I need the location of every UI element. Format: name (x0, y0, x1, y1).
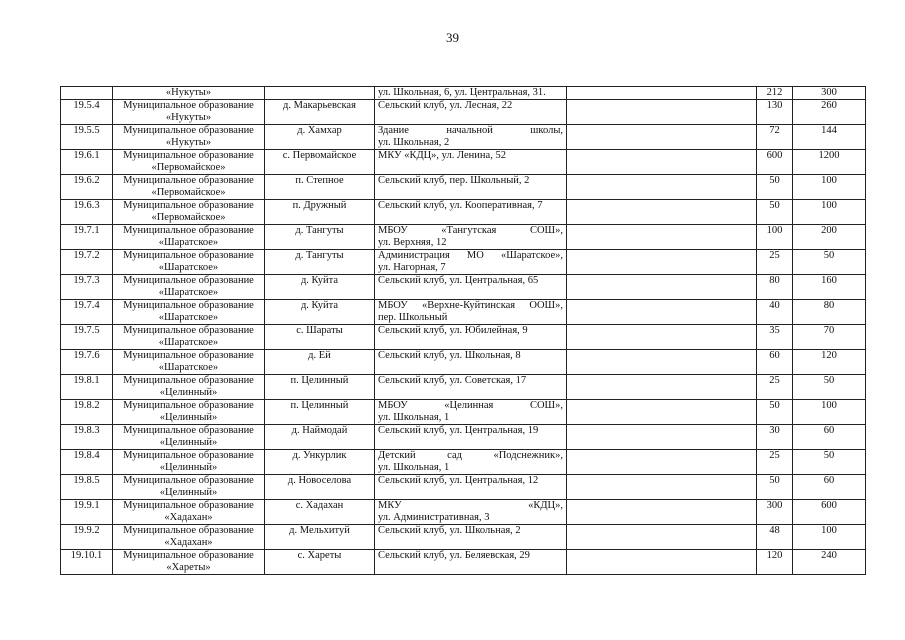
address-line-2: ул. Школьная, 1 (378, 462, 450, 473)
empty-cell (567, 125, 757, 150)
municipality-title: «Целинный» (159, 462, 218, 473)
address-line-1: Сельский клуб, ул. Лесная, 22 (378, 100, 513, 111)
row-number: 19.7.1 (61, 225, 113, 250)
settlement: с. Первомайское (265, 150, 375, 175)
row-number: 19.8.2 (61, 400, 113, 425)
address (375, 225, 567, 250)
address (375, 300, 567, 325)
row-number: 19.7.3 (61, 275, 113, 300)
settlement: п. Дружный (265, 200, 375, 225)
municipality-type: Муниципальное образование (123, 225, 254, 236)
row-number: 19.7.2 (61, 250, 113, 275)
table-row (61, 225, 866, 250)
empty-cell (567, 450, 757, 475)
value-a: 25 (757, 250, 793, 275)
table-row (61, 250, 866, 275)
address (375, 450, 567, 475)
address-line-1: Сельский клуб, ул. Школьная, 2 (378, 525, 521, 536)
empty-cell (567, 87, 757, 100)
value-a: 80 (757, 275, 793, 300)
address (375, 250, 567, 275)
settlement (265, 87, 375, 100)
row-number: 19.9.2 (61, 525, 113, 550)
value-a: 30 (757, 425, 793, 450)
address-line-2: ул. Верхняя, 12 (378, 237, 447, 248)
municipality-name (113, 500, 265, 525)
municipality-type: Муниципальное образование (123, 450, 254, 461)
page-number: 39 (446, 30, 459, 45)
value-b: 300 (793, 87, 866, 100)
settlement: с. Шараты (265, 325, 375, 350)
value-a: 50 (757, 175, 793, 200)
address-line-1: Сельский клуб, ул. Центральная, 19 (378, 425, 539, 436)
municipality-name (113, 475, 265, 500)
value-a: 60 (757, 350, 793, 375)
value-b: 260 (793, 100, 866, 125)
municipality-title: «Хадахан» (164, 537, 213, 548)
value-b: 160 (793, 275, 866, 300)
table-row (61, 100, 866, 125)
address-line-1: Детский сад «Подснежник», (378, 450, 563, 461)
row-number: 19.6.3 (61, 200, 113, 225)
address (375, 125, 567, 150)
municipality-title: «Шаратское» (158, 237, 219, 248)
address-line-2: ул. Административная, 3 (378, 512, 490, 523)
table-row (61, 450, 866, 475)
table-row (61, 375, 866, 400)
empty-cell (567, 100, 757, 125)
municipality-name (113, 275, 265, 300)
municipality-title: «Шаратское» (158, 337, 219, 348)
value-a: 35 (757, 325, 793, 350)
municipality-type: Муниципальное образование (123, 125, 254, 136)
municipality-name (113, 300, 265, 325)
municipality-type: Муниципальное образование (123, 275, 254, 286)
address-line-1: Сельский клуб, ул. Кооперативная, 7 (378, 200, 543, 211)
municipality-title: «Целинный» (159, 387, 218, 398)
municipality-title: «Целинный» (159, 412, 218, 423)
empty-cell (567, 350, 757, 375)
value-b: 100 (793, 400, 866, 425)
value-b: 240 (793, 550, 866, 575)
settlement: д. Хамхар (265, 125, 375, 150)
empty-cell (567, 375, 757, 400)
municipality-name (113, 450, 265, 475)
municipality-type: Муниципальное образование (123, 250, 254, 261)
value-b: 1200 (793, 150, 866, 175)
value-a: 48 (757, 525, 793, 550)
value-b: 120 (793, 350, 866, 375)
address-line-1: Сельский клуб, пер. Школьный, 2 (378, 175, 530, 186)
value-a: 25 (757, 450, 793, 475)
empty-cell (567, 200, 757, 225)
address-line-1: МБОУ «Верхне-Куйтинская ООШ», (378, 300, 563, 311)
settlement: п. Степное (265, 175, 375, 200)
table-row (61, 87, 866, 100)
value-a: 25 (757, 375, 793, 400)
settlement: д. Куйта (265, 275, 375, 300)
municipality-type: Муниципальное образование (123, 325, 254, 336)
settlement: д. Ей (265, 350, 375, 375)
settlement: п. Целинный (265, 400, 375, 425)
address (375, 550, 567, 575)
settlement: д. Куйта (265, 300, 375, 325)
table-row (61, 150, 866, 175)
municipality-title: «Нукуты» (165, 112, 212, 123)
address (375, 525, 567, 550)
address (375, 150, 567, 175)
address (375, 400, 567, 425)
settlement: д. Новоселова (265, 475, 375, 500)
table-row (61, 300, 866, 325)
municipality-name (113, 525, 265, 550)
value-b: 50 (793, 250, 866, 275)
address (375, 100, 567, 125)
table-row (61, 350, 866, 375)
address (375, 175, 567, 200)
municipality-title: «Первомайское» (151, 212, 226, 223)
value-b: 50 (793, 375, 866, 400)
address (375, 375, 567, 400)
address-line-2: ул. Школьная, 2 (378, 137, 450, 148)
value-a: 40 (757, 300, 793, 325)
empty-cell (567, 250, 757, 275)
municipality-name (113, 350, 265, 375)
row-number: 19.9.1 (61, 500, 113, 525)
address (375, 200, 567, 225)
polling-stations-table (60, 86, 866, 575)
value-b: 70 (793, 325, 866, 350)
value-b: 144 (793, 125, 866, 150)
table-row (61, 175, 866, 200)
table-row (61, 200, 866, 225)
settlement: д. Макарьевская (265, 100, 375, 125)
row-number: 19.7.6 (61, 350, 113, 375)
address (375, 425, 567, 450)
empty-cell (567, 225, 757, 250)
municipality-type: Муниципальное образование (123, 100, 254, 111)
empty-cell (567, 325, 757, 350)
value-b: 80 (793, 300, 866, 325)
municipality-name (113, 550, 265, 575)
settlement: д. Мельхитуй (265, 525, 375, 550)
value-b: 600 (793, 500, 866, 525)
municipality-type: Муниципальное образование (123, 300, 254, 311)
municipality-name (113, 400, 265, 425)
municipality-name (113, 150, 265, 175)
address-line-1: Сельский клуб, ул. Центральная, 65 (378, 275, 539, 286)
row-number: 19.7.4 (61, 300, 113, 325)
municipality-name (113, 200, 265, 225)
empty-cell (567, 550, 757, 575)
municipality-name (113, 125, 265, 150)
municipality-type: Муниципальное образование (123, 400, 254, 411)
municipality-type: Муниципальное образование (123, 525, 254, 536)
address-line-2: пер. Школьный (378, 312, 448, 323)
municipality-name (113, 175, 265, 200)
table-row (61, 275, 866, 300)
municipality-title: «Первомайское» (151, 162, 226, 173)
municipality-title: «Хареты» (166, 562, 211, 573)
row-number (61, 87, 113, 100)
municipality-type: Муниципальное образование (123, 200, 254, 211)
value-a: 300 (757, 500, 793, 525)
table-row (61, 525, 866, 550)
value-a: 212 (757, 87, 793, 100)
value-b: 100 (793, 525, 866, 550)
municipality-title: «Шаратское» (158, 287, 219, 298)
address-line-1: МБОУ «Целинная СОШ», (378, 400, 563, 411)
value-a: 120 (757, 550, 793, 575)
address-line-1: Администрация МО «Шаратское», (378, 250, 563, 261)
empty-cell (567, 525, 757, 550)
settlement: п. Целинный (265, 375, 375, 400)
value-a: 50 (757, 475, 793, 500)
address-line-2: ул. Нагорная, 7 (378, 262, 446, 273)
table-row (61, 325, 866, 350)
municipality-title: «Шаратское» (158, 312, 219, 323)
value-a: 130 (757, 100, 793, 125)
empty-cell (567, 500, 757, 525)
municipality-name (113, 250, 265, 275)
municipality-name (113, 425, 265, 450)
municipality-name (113, 325, 265, 350)
address (375, 475, 567, 500)
municipality-type: Муниципальное образование (123, 375, 254, 386)
municipality-name (113, 375, 265, 400)
row-number: 19.8.3 (61, 425, 113, 450)
empty-cell (567, 475, 757, 500)
row-number: 19.5.5 (61, 125, 113, 150)
empty-cell (567, 400, 757, 425)
table-row (61, 400, 866, 425)
empty-cell (567, 425, 757, 450)
address (375, 350, 567, 375)
address: ул. Школьная, 6, ул. Центральная, 31. (375, 87, 567, 100)
row-number: 19.10.1 (61, 550, 113, 575)
value-b: 60 (793, 475, 866, 500)
address-line-1: Сельский клуб, ул. Советская, 17 (378, 375, 527, 386)
municipality-name (113, 225, 265, 250)
municipality-type: Муниципальное образование (123, 425, 254, 436)
address-line-1: МБОУ «Тангутская СОШ», (378, 225, 563, 236)
value-a: 600 (757, 150, 793, 175)
value-b: 100 (793, 175, 866, 200)
value-a: 50 (757, 200, 793, 225)
municipality-title: «Шаратское» (158, 362, 219, 373)
municipality-title: «Первомайское» (151, 187, 226, 198)
municipality-type: Муниципальное образование (123, 350, 254, 361)
table-row (61, 125, 866, 150)
value-b: 200 (793, 225, 866, 250)
address-line-1: Сельский клуб, ул. Юбилейная, 9 (378, 325, 528, 336)
empty-cell (567, 150, 757, 175)
address-line-1: МКУ «КДЦ», (378, 500, 563, 511)
settlement: д. Тангуты (265, 250, 375, 275)
address-line-1: Здание начальной школы, (378, 125, 563, 136)
table-row (61, 425, 866, 450)
value-b: 50 (793, 450, 866, 475)
empty-cell (567, 300, 757, 325)
row-number: 19.6.2 (61, 175, 113, 200)
value-b: 100 (793, 200, 866, 225)
municipality-type: Муниципальное образование (123, 175, 254, 186)
table-row (61, 500, 866, 525)
address-line-1: МКУ «КДЦ», ул. Ленина, 52 (378, 150, 506, 161)
row-number: 19.5.4 (61, 100, 113, 125)
settlement: с. Хадахан (265, 500, 375, 525)
municipality-type: Муниципальное образование (123, 475, 254, 486)
settlement: д. Ункурлик (265, 450, 375, 475)
municipality-type: Муниципальное образование (123, 550, 254, 561)
empty-cell (567, 275, 757, 300)
municipality-type: Муниципальное образование (123, 500, 254, 511)
settlement: д. Наймодай (265, 425, 375, 450)
address (375, 275, 567, 300)
municipality-name: «Нукуты» (113, 87, 265, 100)
value-a: 50 (757, 400, 793, 425)
empty-cell (567, 175, 757, 200)
municipality-title: «Целинный» (159, 437, 218, 448)
address-line-1: Сельский клуб, ул. Школьная, 8 (378, 350, 521, 361)
value-a: 72 (757, 125, 793, 150)
value-a: 100 (757, 225, 793, 250)
address (375, 500, 567, 525)
municipality-title: «Хадахан» (164, 512, 213, 523)
table-row (61, 550, 866, 575)
municipality-name (113, 100, 265, 125)
address (375, 325, 567, 350)
municipality-title: «Целинный» (159, 487, 218, 498)
settlement: с. Хареты (265, 550, 375, 575)
value-b: 60 (793, 425, 866, 450)
row-number: 19.8.5 (61, 475, 113, 500)
address-line-1: Сельский клуб, ул. Беляевская, 29 (378, 550, 530, 561)
table-row (61, 475, 866, 500)
municipality-title: «Шаратское» (158, 262, 219, 273)
row-number: 19.8.4 (61, 450, 113, 475)
settlement: д. Тангуты (265, 225, 375, 250)
row-number: 19.8.1 (61, 375, 113, 400)
address-line-1: Сельский клуб, ул. Центральная, 12 (378, 475, 539, 486)
municipality-title: «Нукуты» (165, 137, 212, 148)
municipality-type: Муниципальное образование (123, 150, 254, 161)
row-number: 19.6.1 (61, 150, 113, 175)
row-number: 19.7.5 (61, 325, 113, 350)
address-line-2: ул. Школьная, 1 (378, 412, 450, 423)
